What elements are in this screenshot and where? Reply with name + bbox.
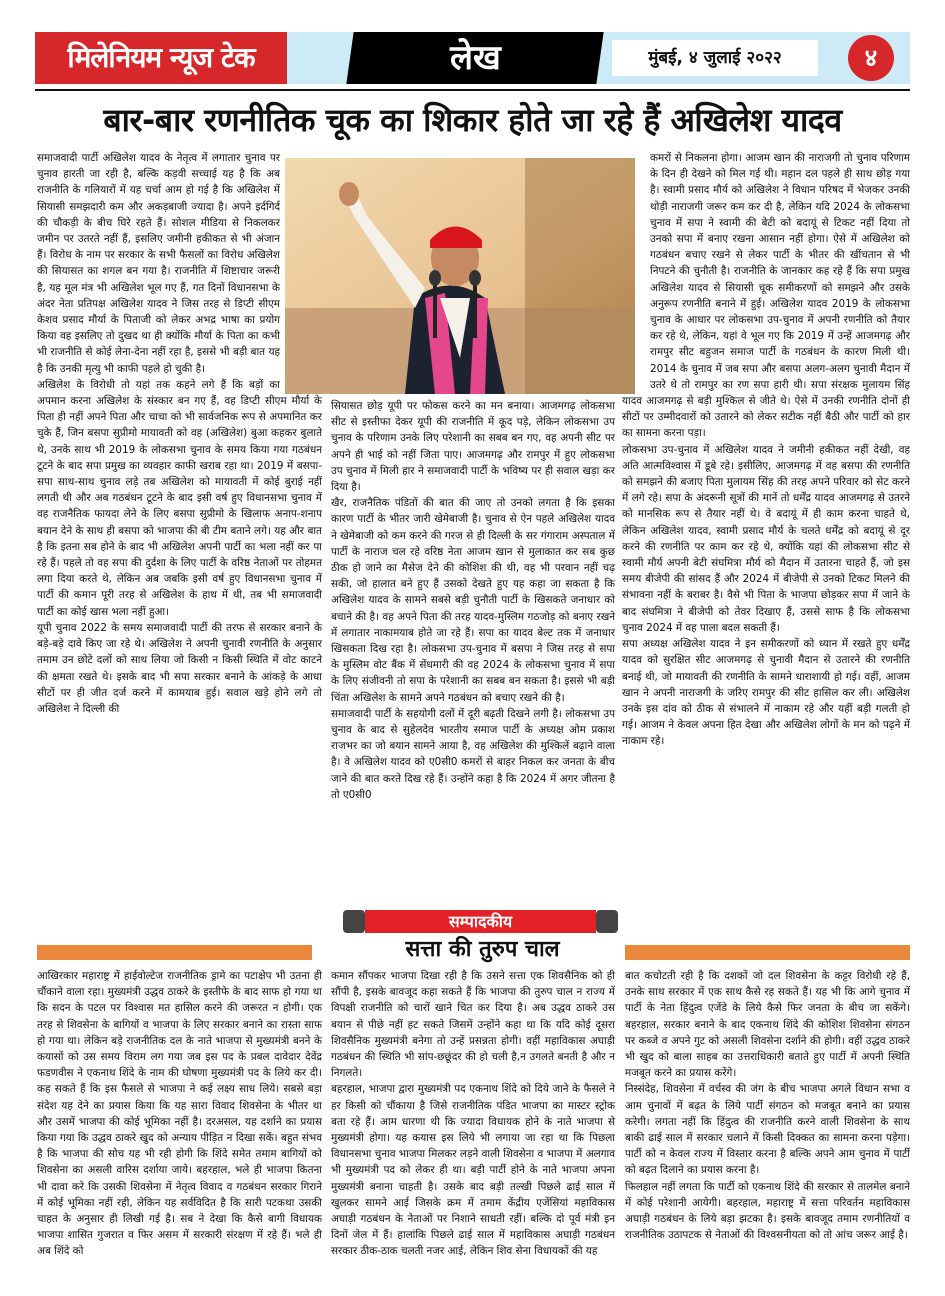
- article-paragraph: लोकसभा उप-चुनाव में अखिलेश यादव ने जमीनी हकीकत नहीं देखी, वह अति आत्मविश्वास में डूबे रहे। इसीलिए, आजमगढ़ में वह बसपा की रणनीति को समझने की बजाए पिता मुलायम सिंह की तरह अपने परिवार को सेट करने में लगे रहे। सपा के अंदरूनी सूत्रों की मानें तो धर्मेंद्र यादव आजमगढ़ से उतरने को मानसिक रूप से तैयार नहीं थे। वे बदायूं में ही काम करना चाहते थे, लेकिन अखिलेश यादव, स्वामी प्रसाद मौर्य के चलते धर्मेंद्र को बदायूं से दूर करने की रणनीति पर काम कर रहे थे, क्योंकि यहां की लोकसभा सीट से स्वामी मौर्य अपनी बेटी संघमित्रा मौर्य को मैदान में उतारना चाहते हैं, जो इस समय बीजेपी की सांसद हैं और 2024 में बीजेपी से उनको टिकट मिलने की संभावना नहीं के बराबर है। वैसे भी पिता के भाजपा छोड़कर सपा में जाने के बाद संघमित्रा ने बीजेपी को तेवर दिखाए हैं, उससे साफ है कि लोकसभा चुनाव 2024 में वह पाला बदल सकती हैं।: [622, 443, 910, 634]
- article-headline: बार-बार रणनीतिक चूक का शिकार होते जा रहे हैं अखिलेश यादव: [103, 101, 842, 139]
- article-paragraph: कमरों से निकलना होगा। आजम खान की नाराजगी तो चुनाव परिणाम के दिन ही देखने को मिल गई थी। महान दल पहले ही साथ छोड़ गया है। स्वामी प्रसाद मौर्य को अखिलेश ने विधान परिषद में भेजकर उनकी थोड़ी नाराजगी जरूर कम कर दी है, लेकिन यदि 2024 के लोकसभा चुनाव में सपा ने स्वामी की बेटी को बदायूं से टिकट नहीं दिया तो उनको सपा में बनाए रखना आसान नहीं होगा। ऐसे में अखिलेश को गठबंधन बचाए रखने से लेकर पार्टी के भीतर की खींचतान से भी निपटने की चुनौती है। राजनीति के जानकार कह रहे हैं कि सपा प्रमुख अखिलेश यादव से सियासी चूक समीकरणों को समझने और उसके अनुरूप रणनीति बनाने में हुई। अखिलेश यादव 2019 के लोकसभा चुनाव के आधार पर लोकसभा उप-चुनाव में अपनी रणनीति को तैयार कर रहे थे, लेकिन, यहां वे भूल गए कि 2019 में उन्हें आजमगढ़ और रामपुर सीट बहुजन समाज पार्टी के गठबंधन के कारण मिली थी। 2014 के चुनाव में जब सपा और बसपा अलग-अलग चुनावी मैदान में उतरे थे तो रामपुर का रण सपा हारी थी। सपा संरक्षक मुलायम सिंह यादव आजमगढ़ से बड़ी मुश्किल से जीते थे। ऐसे में उनकी रणनीति दोनों ही सीटों पर उम्मीदवारों को उतारने को लेकर सटीक नहीं बैठी और पार्टी को हार का सामना करना पड़ा।: [622, 152, 910, 440]
- section-label: [346, 32, 603, 84]
- editorial-paragraph: निस्संदेह, शिवसेना में वर्चस्व की जंग के बीच भाजपा अगले विधान सभा व आम चुनावों में बढ़त के लिये पार्टी संगठन को मजबूत बनाने का प्रयास करेगी। लगता नहीं कि हिंदुत्व की राजनीति करने वाली शिवसेना के साथ बाकी ढाई साल में सरकार चलाने में किसी दिक्कत का सामना करना पड़ेगा। पार्टी को न केवल राज्य में विस्तार करना है बल्कि अपने आम चुनाव में पार्टी को बढ़त दिलाने का प्रयास करना है।: [625, 1083, 910, 1177]
- article-column-3: [622, 150, 910, 750]
- editorial-column-3: [625, 968, 910, 1243]
- editorial-title: सत्ता की तुरुप चाल: [405, 937, 560, 962]
- editorial-paragraph: कमान सौंपकर भाजपा दिखा रही है कि उसने सत्ता एक शिवसैनिक को ही सौंपी है, इसके बावजूद कहा सकते हैं कि भाजपा की तुरुप चाल न राज्य में विपक्षी राजनीति को चारों खाने चित कर दिया है। अब उद्धव ठाकरे उस बयान से पीछे नहीं हट सकते जिसमें उन्होंने कहा था कि यदि कोई दूसरा शिवसैनिक मुख्यमंत्री बनेगा तो उन्हें प्रसन्नता होगी। वहीं महाविकास अघाड़ी गठबंधन की स्थिति भी सांप-छछूंदर की हो चली है,न उगलते बनती है और न निगलते।: [331, 970, 615, 1080]
- section-label-text: लेख: [449, 38, 501, 78]
- editorial-accent-bar-right: [625, 945, 910, 960]
- article-paragraph: सपा अध्यक्ष अखिलेश यादव ने इन समीकरणों को ध्यान में रखते हुए धर्मेंद्र यादव को सुरक्षित सीट आजमगढ़ से चुनावी मैदान से उतारने की रणनीति बनाई थी, जो मायावती की रणनीति के सामने धाराशायी हो गई। वहीं, आजम खान ने अपनी नाराजगी के जरिए रामपुर की सीट हासिल कर ली। अखिलेश उनके इस दांव को ठीक से संभालने में नाकाम रहे और यहीं बड़ी गलती हो गई। आजम ने केवल अपना हित देखा और अखिलेश लोगों के मन को पढ़ने में नाकाम रहे।: [622, 638, 910, 748]
- article-paragraph: यूपी चुनाव 2022 के समय समाजवादी पार्टी की तरफ से सरकार बनाने के बड़े-बड़े दावे किए जा रहे थे। अखिलेश ने अपनी चुनावी रणनीति के अनुसार तमाम उन छोटे दलों को साथ लिया जो किसी न किसी स्थिति में वोट काटने की क्षमता रखते थे। इसके बाद भी सपा सरकार बनाने के आंकड़े के आधा सीटों पर ही जीत दर्ज करने में कामयाब हुई। सवाल खड़े होने लगे तो अखिलेश ने दिल्ली की: [37, 621, 322, 715]
- masthead-divider: [35, 89, 910, 91]
- editorial-banner-label: सम्पादकीय: [365, 910, 596, 933]
- editorial-banner: [343, 910, 618, 933]
- dateline: मुंबई, ४ जुलाई २०२२: [612, 40, 818, 76]
- editorial-paragraph: बहरहाल, भाजपा द्वारा मुख्यमंत्री पद एकनाथ शिंदे को दिये जाने के फैसले ने हर किसी को चौंकाया है जिसे राजनीतिक पंडित भाजपा का मास्टर स्ट्रोक बता रहे हैं। आम धारणा थी कि ज्यादा विधायक होने के नाते भाजपा से मुख्यमंत्री होगा। यह कयास इस लिये भी लगाया जा रहा था कि पिछला विधानसभा चुनाव भाजपा मिलकर लड़ने वाली शिवसेना व भाजपा में अलगाव भी मुख्यमंत्री पद को लेकर ही था। बड़ी पार्टी होने के नाते भाजपा अपना मुख्यमंत्री बनाना चाहती है। उसके बाद बड़ी तल्खी पिछले ढाई साल में खुलकर सामने आई जिसके क्रम में तमाम केंद्रीय एजेंसियां महाविकास अघाड़ी गठबंधन के नेताओं पर निशाने साधती रहीं। बल्कि दो पूर्व मंत्री इन दिनों जेल में हैं। हालांकि पिछले ढाई साल में महाविकास अघाड़ी गठबंधन सरकार ठीक-ठाक चलती नजर आई, लेकिन शिव सेना विधायकों की यह: [331, 1083, 615, 1258]
- editorial-paragraph: आखिरकार महाराष्ट्र में हाईवोल्टेज राजनीतिक ड्रामे का पटाक्षेप भी उतना ही चौंकाने वाला रहा। मुख्यमंत्री उद्धव ठाकरे के इस्तीफे के बाद साफ हो गया था कि सदन के पटल पर विश्वास मत हासिल करने की जरूरत न होगी। एक तरह से शिवसेना के बागियों व भाजपा के लिए सरकार बनाने का रास्ता साफ हो गया था। लेकिन बड़े राजनीतिक दल के नाते भाजपा से मुख्यमंत्री बनने के कयासों को उस समय विराम लग गया जब इस पद के प्रबल दावेदार देवेंद्र फडणवीस ने एकनाथ शिंदे के नाम की घोषणा मुख्यमंत्री पद के लिये कर दी। कह सकते हैं कि इस फैसले से भाजपा ने कई लक्ष्य साध लिये। सबसे बड़ा संदेश यह देने का प्रयास किया कि यह सारा विवाद शिवसेना के भीतर था और उसमें भाजपा की कोई भूमिका नहीं है। दरअसल, यह दर्शाने का प्रयास किया गया कि उद्धव ठाकरे खुद को अन्याय पीड़ित न दिखा सकें। बहुत संभव है कि भाजपा की सोच यह भी रही होगी कि शिंदे समेत तमाम बागियों को शिवसेना का असली वारिस दर्शाया जाये। बहरहाल, भले ही भाजपा कितना भी दावा करे कि उसकी शिवसेना में नेतृत्व विवाद व गठबंधन सरकार गिराने में कोई भूमिका नहीं रही, लेकिन यह सर्वविदित है कि सारी पटकथा उसकी चाहत के अनुसार ही लिखी गई है। सब ने देखा कि कैसे बागी विधायक भाजपा शासित गुजरात व फिर असम में सरकारी संरक्षण में रहे हैं। भले ही अब शिंदे को: [37, 970, 322, 1258]
- editorial-accent-bar-left: [37, 945, 312, 960]
- speaker-photo-illustration: [285, 158, 635, 394]
- page-number-badge: ४: [848, 35, 894, 81]
- article-paragraph: अखिलेश के विरोधी तो यहां तक कहने लगे हैं कि बड़ों का अपमान करना अखिलेश के संस्कार बन गए हैं, वह डिप्टी सीएम मौर्या के पिता ही नहीं अपने पिता और चाचा को भी सार्वजनिक रूप से अपमानित कर चुके हैं, जिन बसपा सुप्रीमो मायावती को वह (अखिलेश) बुआ कहकर बुलाते थे, उनके साथ भी 2019 के लोकसभा चुनाव के समय किया गया गठबंधन टूटने के बाद सपा प्रमुख का व्यवहार काफी खराब रहा था। 2019 में बसपा-सपा साथ-साथ चुनाव लड़े तब अखिलेश को मायावती में कोई बुराई नहीं लगती थी और अब गठबंधन टूटने के बाद इसी वर्ष हुए विधानसभा चुनाव में वह राजनैतिक फायदा लेने के लिए बसपा सुप्रीमो के खिलाफ अनाप-शनाप बयान देने के साथ ही बसपा को भाजपा की बी टीम बताने लगे। यह और बात है कि इतना सब होने के बाद भी अखिलेश अपनी पार्टी का भला नहीं कर पा रहे हैं। पहले तो वह सपा की दुर्दशा के लिए पार्टी के वरिष्ठ नेताओं पर तोहमत लगा दिया करते थे, लेकिन अब जबकि इसी वर्ष हुए विधानसभा चुनाव में पार्टी की कमान पूरी तरह से अखिलेश के हाथ में थी, तब भी समाजवादी पार्टी का कोई खास भला नहीं हुआ।: [37, 378, 322, 618]
- editorial-column-2: [331, 968, 615, 1260]
- article-column-1: [37, 150, 322, 717]
- article-paragraph: समाजवादी पार्टी अखिलेश यादव के नेतृत्व में लगातार चुनाव पर चुनाव हारती जा रही है, बल्कि कड़वी सच्चाई यह है कि अब राजनीति के गलियारों में यह चर्चा आम हो गई है कि अखिलेश में सियासी समझदारी कम और अकड़बाजी ज्यादा है। अपने इर्दगिर्द की चौकड़ी के बीच घिरे रहते हैं। सोशल मीडिया से निकलकर जमीन पर उतरते नहीं हैं, इसलिए जमीनी हकीकत से भी अंजान हैं। विरोध के नाम पर सरकार के सभी फैसलों का विरोध अखिलेश की सियासत का शगल बन गया है। राजनीति में शिष्टाचार जरूरी है, यह मूल मंत्र भी अखिलेश भूल गए हैं, गत दिनों विधानसभा के अंदर नेता प्रतिपक्ष अखिलेश यादव ने जिस तरह से डिप्टी सीएम केशव प्रसाद मौर्या के पिताजी को लेकर अभद्र भाषा का प्रयोग किया वह इसलिए तो दुखद था ही क्योंकि मौर्या के पिता का कभी भी राजनीति से कोई लेना-देना नहीं रहा है, इससे भी बड़ी बात यह है कि उनकी मृत्यु भी काफी पहले हो चुकी है।: [37, 152, 280, 375]
- editorial-paragraph: फिलहाल नहीं लगता कि पार्टी को एकनाथ शिंदे की सरकार से तालमेल बनाने में कोई परेशानी आयेगी। बहरहाल, महाराष्ट्र में सत्ता परिवर्तन महाविकास अघाड़ी गठबंधन के लिये बड़ा झटका है। इसके बावजूद तमाम रणनीतियों व राजनीतिक उठापटक से नेताओं की विश्वसनीयता को तो आंच जरूर आई है।: [625, 1180, 910, 1242]
- article-photo: [285, 158, 635, 394]
- article-paragraph: सियासत छोड़ यूपी पर फोकस करने का मन बनाया। आजमगढ़ लोकसभा सीट से इस्तीफा देकर यूपी की राजनीति में कूद पड़े, लेकिन लोकसभा उप चुनाव के परिणाम उनके लिए परेशानी का सबब बन गए, वह अपनी सीट पर अपने ही भाई को नहीं जिता पाए। आजमगढ़ और रामपुर में हुए लोकसभा उप चुनाव में मिली हार ने समाजवादी पार्टी के भविष्य पर ही सवाल खड़ा कर दिया है।: [331, 400, 615, 494]
- article-paragraph: समाजवादी पार्टी के सहयोगी दलों में दूरी बढ़ती दिखने लगी है। लोकसभा उप चुनाव के बाद से सुहेलदेव भारतीय समाज पार्टी के अध्यक्ष ओम प्रकाश राजभर का जो बयान सामने आया है, वह अखिलेश की मुश्किलें बढ़ाने वाला है। वे अखिलेश यादव को ए0सी0 कमरों से बाहर निकल कर जनता के बीच जाने की बात करते दिख रहे हैं। उन्होंने कहा है कि 2024 में अगर जीतना है तो ए0सी0: [331, 707, 615, 801]
- editorial-paragraph: बात कचोटती रही है कि दशकों जो दल शिवसेना के कट्टर विरोधी रहे हैं, उनके साथ सरकार में एक साथ कैसे रह सकते हैं। यह भी कि आगे चुनाव में पार्टी के नेता हिंदुत्व एजेंडे के लिये कैसे फिर जनता के बीच जा सकेंगे। बहरहाल, सरकार बनाने के बाद एकनाथ शिंदे की कोशिश शिवसेना संगठन पर कब्जे व अपने गुट को असली शिवसेना दर्शाने की होगी। वहीं उद्धव ठाकरे भी खुद को बाला साहब का उत्तराधिकारी बताते हुए पार्टी में अपनी स्थिति मजबूत करने का प्रयास करेंगे।: [625, 970, 910, 1080]
- newspaper-brand: मिलेनियम न्यूज टेक: [35, 32, 287, 84]
- article-paragraph: खैर, राजनैतिक पंडितों की बात की जाए तो उनको लगता है कि इसका कारण पार्टी के भीतर जारी खेमेबाजी है। चुनाव से ऐन पहले अखिलेश यादव ने खेमेबाजी को कम करने की गरज से ही दिल्ली के सर गंगाराम अस्पताल में पार्टी के नाराज चल रहे वरिष्ठ नेता आजम खान से मुलाकात कर सब कुछ ठीक हो जाने का मैसेज देने की कोशिश की थी, वह भी परवान नहीं चढ़ सकी, जो हालात बने हुए हैं उसको देखते हुए यह कहा जा सकता है कि अखिलेश यादव के सामने सबसे बड़ी चुनौती पार्टी के खिसकते जनाधार को बचाने की है। वह अपने पिता की तरह यादव-मुस्लिम गठजोड़ को बनाए रखने में लगातार नाकामयाब होते जा रहे हैं। सपा का यादव बेल्ट तक में जनाधार खिसकता दिख रहा है। लोकसभा उप-चुनाव में बसपा ने जिस तरह से सपा के मुस्लिम वोट बैंक में सेंधमारी की वह 2024 के लोकसभा चुनाव में सपा के लिए संजीवनी तो सपा के परेशानी का सबब बन सकता है। इससे भी बड़ी चिंता अखिलेश के सामने अपने गठबंधन को बचाए रखने की है।: [331, 497, 615, 704]
- editorial-column-1: [37, 968, 322, 1260]
- article-column-2: [331, 398, 615, 803]
